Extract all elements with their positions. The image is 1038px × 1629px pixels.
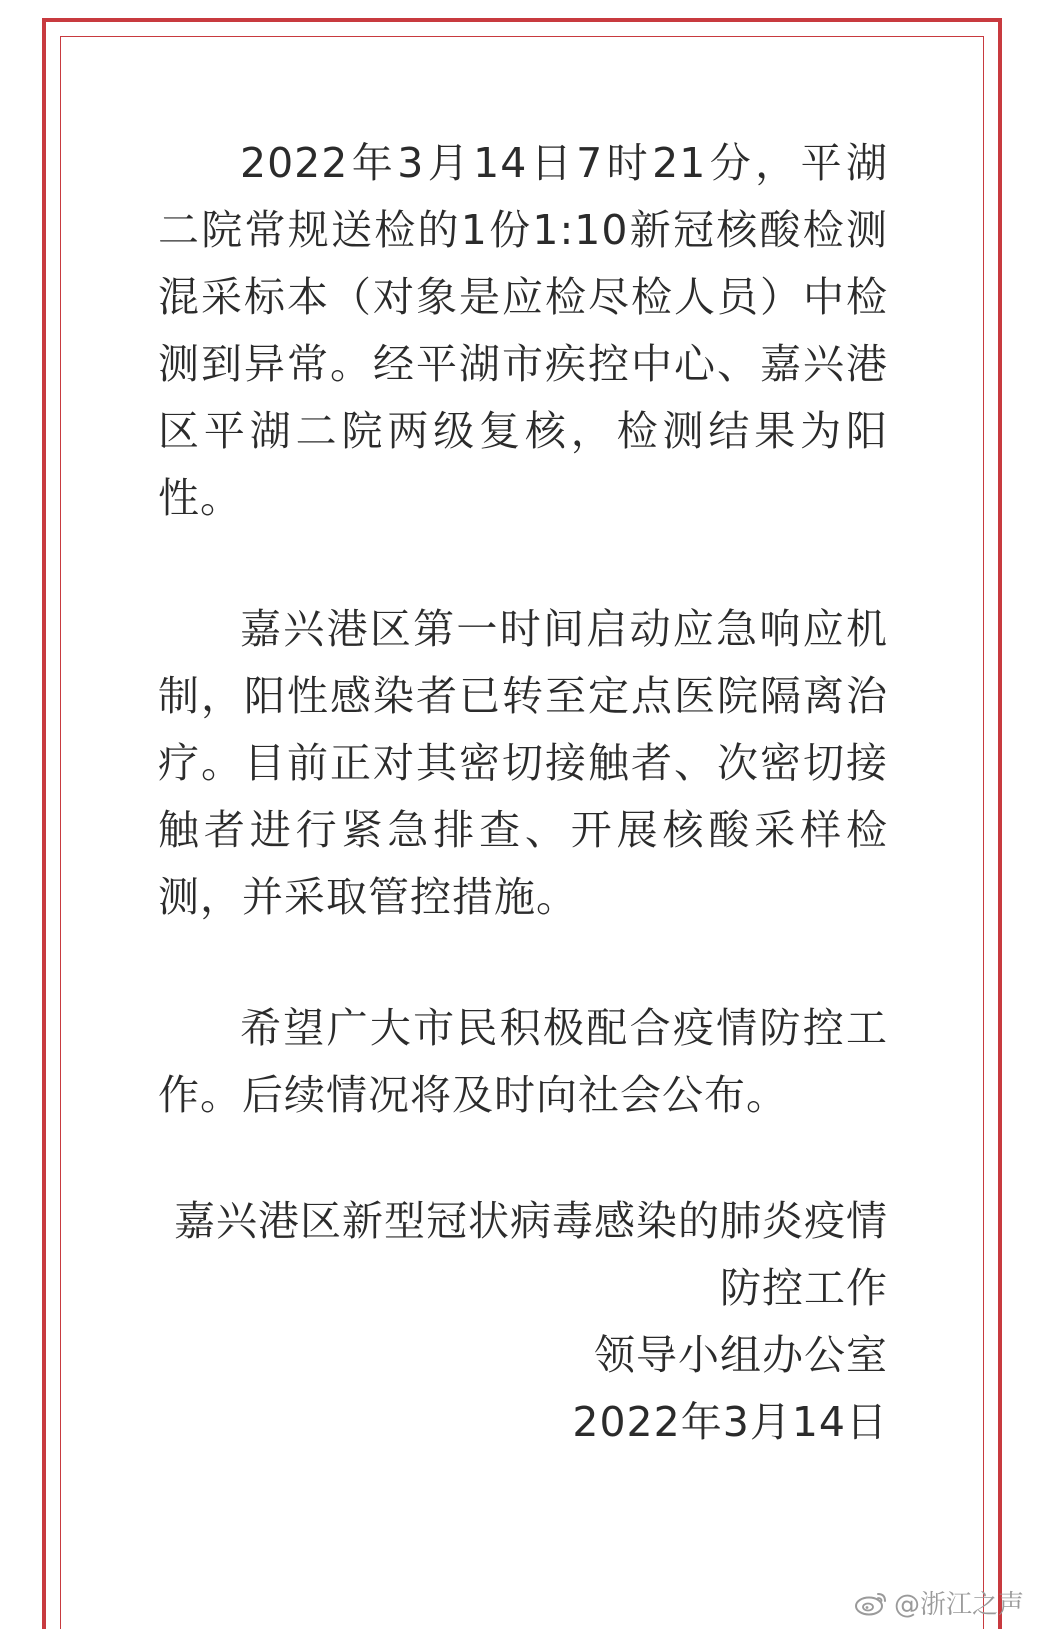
notice-paragraph-1: 2022年3月14日7时21分，平湖二院常规送检的1份1:10新冠核酸检测混采标本（对象是应检尽检人员）中检测到异常。经平湖市疾控中心、嘉兴港区平湖二院两级复核，检测结果为阳性。	[158, 139, 888, 522]
signature-org-line-1: 嘉兴港区新型冠状病毒感染的肺炎疫情	[174, 1197, 888, 1245]
notice-paragraph-3: 希望广大市民积极配合疫情防控工作。后续情况将及时向社会公布。	[158, 1004, 888, 1119]
signature-org-line-2: 防控工作	[720, 1264, 888, 1312]
signature-block	[158, 1188, 888, 1456]
weibo-watermark	[854, 1584, 1024, 1621]
weibo-icon	[854, 1590, 888, 1616]
signature-org-line-3: 领导小组办公室	[594, 1331, 888, 1379]
signature-date: 2022年3月14日	[572, 1398, 888, 1446]
notice-body	[158, 130, 888, 1193]
notice-paragraph-2: 嘉兴港区第一时间启动应急响应机制，阳性感染者已转至定点医院隔离治疗。目前正对其密切接触者、次密切接触者进行紧急排查、开展核酸采样检测，并采取管控措施。	[158, 605, 888, 921]
watermark-text: @浙江之声	[893, 1590, 1024, 1620]
